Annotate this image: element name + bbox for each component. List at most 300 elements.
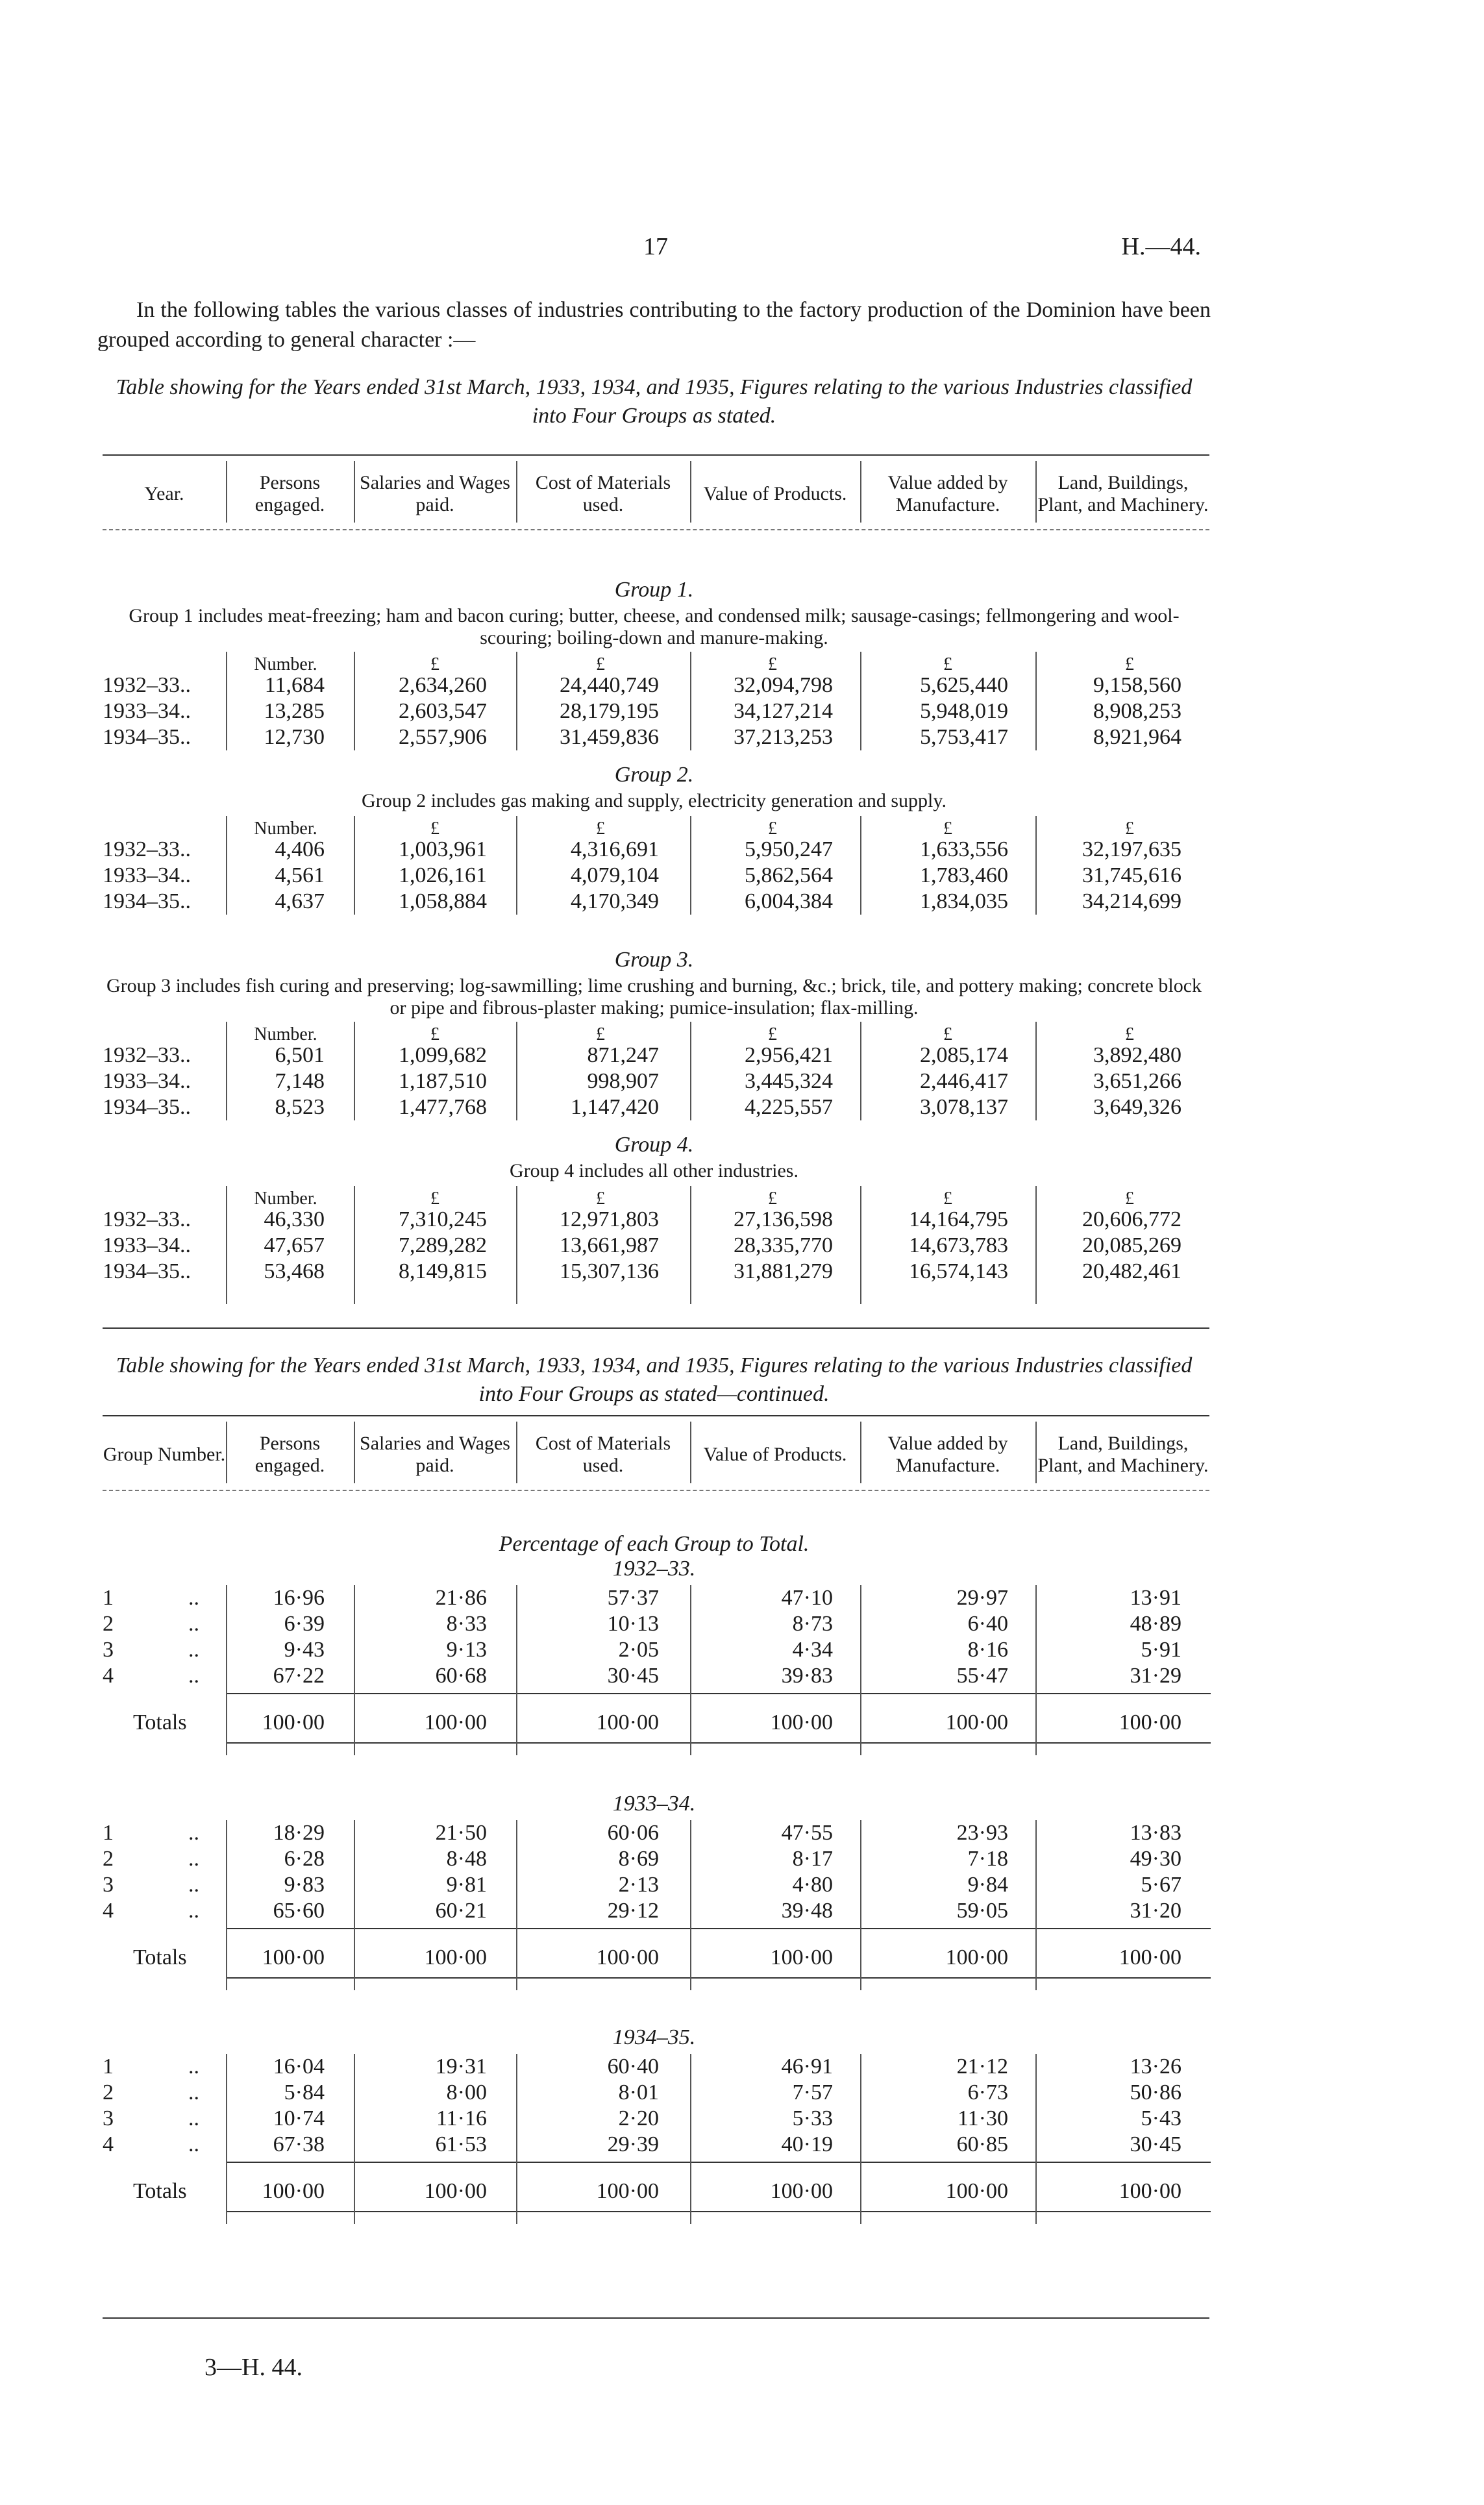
table-cell: 61·53 [435, 2132, 487, 2156]
table-cell: 49·30 [1130, 1847, 1181, 1871]
table-row [0, 1846, 1484, 1872]
table2-top-rule [103, 1415, 1209, 1416]
table-cell: 23·93 [956, 1821, 1008, 1845]
table-cell: 14,673,783 [909, 1233, 1008, 1257]
table-row [0, 1207, 1484, 1233]
group-title: Group 1. [614, 578, 694, 602]
leader-dots: .. [188, 1664, 199, 1688]
table-cell: 20,606,772 [1082, 1207, 1181, 1231]
table-cell: 16·96 [273, 1586, 325, 1610]
table-cell: 30·45 [1130, 2132, 1181, 2156]
table-cell: 8,921,964 [1093, 725, 1181, 749]
unit-label: £ [1125, 654, 1134, 674]
column-divider [1035, 1022, 1037, 1120]
group-number: 2 [103, 1612, 114, 1636]
table-cell: 4,561 [275, 863, 325, 887]
table-cell: 2·20 [618, 2106, 659, 2130]
table-cell: 5·43 [1141, 2106, 1181, 2130]
totals-row [0, 2178, 1484, 2204]
column-divider [354, 2054, 355, 2224]
table-cell: 57·37 [607, 1586, 659, 1610]
table-cell: 67·22 [273, 1664, 325, 1688]
table-cell: 11·16 [436, 2106, 487, 2130]
column-divider [860, 1585, 861, 1755]
table-cell: 10·74 [273, 2106, 325, 2130]
totals-rule [226, 1928, 1211, 1929]
column-divider [516, 652, 517, 750]
page-number: 17 [643, 233, 668, 260]
totals-cell: 100·00 [596, 2179, 659, 2203]
table-cell: 871,247 [587, 1043, 659, 1067]
year-label: 1933–34.. [103, 1233, 191, 1257]
group-description: Group 3 includes fish curing and preserving; log-sawmilling; lime crushing and burning, &c.; brick, tile, and pottery making; concrete block or pipe and fibrous-plaster making; pumice-insulation; flax-milling. [106, 975, 1202, 1018]
leader-dots: .. [188, 2106, 199, 2130]
table-cell: 29·39 [607, 2132, 659, 2156]
table1-header-divider [354, 461, 355, 523]
year-label: 1934–35.. [103, 889, 191, 913]
table-cell: 5,753,417 [920, 725, 1008, 749]
table-cell: 34,127,214 [734, 699, 833, 723]
table-cell: 8,908,253 [1093, 699, 1181, 723]
column-divider [860, 1186, 861, 1304]
totals-cell: 100·00 [596, 1710, 659, 1734]
table2-header-rule [103, 1490, 1209, 1491]
table-cell: 60·06 [607, 1821, 659, 1845]
table-cell: 24,440,749 [560, 673, 659, 697]
table-cell: 8·00 [446, 2080, 487, 2104]
table2-header-1: Persons engaged. [254, 1432, 325, 1476]
table-cell: 4,225,557 [745, 1095, 833, 1119]
unit-label: £ [768, 1189, 777, 1209]
totals-bottom-rule [226, 1977, 1211, 1979]
table-row [0, 2054, 1484, 2080]
table-cell: 1,834,035 [920, 889, 1008, 913]
table-row [0, 1259, 1484, 1285]
totals-cell: 100·00 [945, 1945, 1008, 1969]
totals-cell: 100·00 [945, 2179, 1008, 2203]
table-cell: 13,285 [264, 699, 325, 723]
table-cell: 2,085,174 [920, 1043, 1008, 1067]
year-label: 1932–33.. [103, 1207, 191, 1231]
table2-header-divider [860, 1422, 861, 1483]
table-cell: 7·57 [792, 2080, 833, 2104]
table-cell: 15,307,136 [560, 1259, 659, 1283]
totals-cell: 100·00 [770, 1710, 833, 1734]
table-row [0, 889, 1484, 915]
table-row [0, 1043, 1484, 1068]
table2-header-2: Salaries and Wages paid. [360, 1432, 510, 1476]
table-row [0, 1898, 1484, 1924]
table-cell: 13,661,987 [560, 1233, 659, 1257]
table1-header-1: Persons engaged. [254, 471, 325, 515]
unit-label: £ [768, 654, 777, 674]
table1-top-rule [103, 454, 1209, 456]
column-divider [354, 1585, 355, 1755]
leader-dots: .. [188, 2055, 199, 2079]
table1-bottom-rule [103, 1327, 1209, 1329]
table-cell: 3,651,266 [1093, 1069, 1181, 1093]
table-cell: 60·68 [435, 1664, 487, 1688]
column-divider [1035, 816, 1037, 915]
table-cell: 12,730 [264, 725, 325, 749]
totals-cell: 100·00 [945, 1710, 1008, 1734]
table-cell: 39·83 [781, 1664, 833, 1688]
leader-dots: .. [188, 1847, 199, 1871]
table2-header-divider [690, 1422, 691, 1483]
totals-label: Totals [133, 1710, 187, 1734]
table-cell: 5,950,247 [745, 837, 833, 861]
column-divider [516, 2054, 517, 2224]
table-cell: 8·17 [792, 1847, 833, 1871]
table1-header-divider [226, 461, 227, 523]
table-cell: 5·84 [284, 2080, 325, 2104]
table-cell: 21·86 [435, 1586, 487, 1610]
table-cell: 9·81 [446, 1873, 487, 1897]
column-divider [226, 1186, 227, 1304]
unit-label: £ [430, 654, 439, 674]
table-cell: 6,501 [275, 1043, 325, 1067]
totals-bottom-rule [226, 2211, 1211, 2212]
table-row [0, 1637, 1484, 1663]
unit-label: £ [768, 819, 777, 839]
table-cell: 16,574,143 [909, 1259, 1008, 1283]
table2-header-0: Group Number. [103, 1443, 226, 1465]
table2-header-divider [354, 1422, 355, 1483]
table-cell: 1,633,556 [920, 837, 1008, 861]
table-cell: 4,406 [275, 837, 325, 861]
table-cell: 19·31 [435, 2055, 487, 2079]
unit-label: £ [596, 1024, 605, 1044]
table-cell: 21·50 [435, 1821, 487, 1845]
table-cell: 59·05 [956, 1899, 1008, 1923]
table1-header-divider [690, 461, 691, 523]
leader-dots: .. [188, 1586, 199, 1610]
group-title: Group 2. [614, 763, 694, 787]
table-cell: 12,971,803 [560, 1207, 659, 1231]
table-cell: 20,482,461 [1082, 1259, 1181, 1283]
table-row [0, 1611, 1484, 1637]
table-cell: 8·48 [446, 1847, 487, 1871]
totals-rule [226, 2162, 1211, 2163]
table-cell: 2,557,906 [399, 725, 487, 749]
column-divider [690, 1585, 691, 1755]
totals-label: Totals [133, 1945, 187, 1969]
year-label: 1932–33.. [103, 837, 191, 861]
table1-header-3: Cost of Materials used. [535, 471, 671, 515]
table-cell: 60·21 [435, 1899, 487, 1923]
table1-caption: Table showing for the Years ended 31st March, 1933, 1934, and 1935, Figures relating to the various Industries classified into Four Groups as stated. [116, 375, 1193, 428]
column-divider [860, 2054, 861, 2224]
table-cell: 1,147,420 [571, 1095, 659, 1119]
table-cell: 5,948,019 [920, 699, 1008, 723]
table-cell: 8,149,815 [399, 1259, 487, 1283]
unit-label: £ [430, 819, 439, 839]
column-divider [1035, 652, 1037, 750]
unit-label: £ [1125, 1189, 1134, 1209]
table-row [0, 1820, 1484, 1846]
table-row [0, 724, 1484, 750]
column-divider [1035, 1186, 1037, 1304]
intro-paragraph: In the following tables the various classes of industries contributing to the factory production of the Dominion have been grouped according to general character :— [97, 298, 1211, 352]
table2-header-divider [226, 1422, 227, 1483]
table-cell: 39·48 [781, 1899, 833, 1923]
table-cell: 67·38 [273, 2132, 325, 2156]
table2-header-divider [1035, 1422, 1037, 1483]
table-cell: 9·84 [967, 1873, 1008, 1897]
unit-label: Number. [254, 1189, 317, 1209]
table-cell: 5,862,564 [745, 863, 833, 887]
table-cell: 13·26 [1130, 2055, 1181, 2079]
table-row [0, 2106, 1484, 2132]
table-cell: 6,004,384 [745, 889, 833, 913]
table-cell: 65·60 [273, 1899, 325, 1923]
footer-reference: 3—H. 44. [204, 2354, 303, 2381]
section-title: Percentage of each Group to Total. [499, 1532, 810, 1556]
totals-cell: 100·00 [424, 2179, 487, 2203]
column-divider [226, 1820, 227, 1990]
table-cell: 47,657 [264, 1233, 325, 1257]
totals-cell: 100·00 [1119, 2179, 1181, 2203]
leader-dots: .. [188, 1638, 199, 1662]
unit-label: Number. [254, 1024, 317, 1044]
leader-dots: .. [188, 1899, 199, 1923]
unit-label: £ [596, 654, 605, 674]
table-cell: 6·40 [967, 1612, 1008, 1636]
table-cell: 31·20 [1130, 1899, 1181, 1923]
totals-cell: 100·00 [770, 2179, 833, 2203]
table-cell: 3,445,324 [745, 1069, 833, 1093]
totals-cell: 100·00 [262, 2179, 325, 2203]
table1-header-6: Land, Buildings, Plant, and Machinery. [1037, 471, 1209, 515]
column-divider [860, 1820, 861, 1990]
leader-dots: .. [188, 1612, 199, 1636]
year-label: 1934–35.. [103, 725, 191, 749]
table-cell: 7,148 [275, 1069, 325, 1093]
table-cell: 13·83 [1130, 1821, 1181, 1845]
table-cell: 7·18 [967, 1847, 1008, 1871]
unit-label: £ [943, 1024, 952, 1044]
column-divider [860, 816, 861, 915]
table-cell: 55·47 [956, 1664, 1008, 1688]
table-row [0, 1233, 1484, 1259]
year-label: 1932–33.. [103, 673, 191, 697]
table-cell: 9·43 [284, 1638, 325, 1662]
table-cell: 8·01 [618, 2080, 659, 2104]
table-row [0, 837, 1484, 863]
table-cell: 1,026,161 [399, 863, 487, 887]
table-row [0, 698, 1484, 724]
table-cell: 32,197,635 [1082, 837, 1181, 861]
unit-label: £ [430, 1024, 439, 1044]
table-cell: 27,136,598 [734, 1207, 833, 1231]
table-row [0, 2132, 1484, 2158]
table-cell: 8,523 [275, 1095, 325, 1119]
table2-header-5: Value added by Manufacture. [887, 1432, 1008, 1476]
column-divider [690, 1186, 691, 1304]
table-cell: 30·45 [607, 1664, 659, 1688]
table-cell: 60·85 [956, 2132, 1008, 2156]
leader-dots: .. [188, 1873, 199, 1897]
table-cell: 6·73 [967, 2080, 1008, 2104]
unit-label: £ [1125, 819, 1134, 839]
column-divider [860, 1022, 861, 1120]
column-divider [1035, 2054, 1037, 2224]
table2-header-6: Land, Buildings, Plant, and Machinery. [1037, 1432, 1209, 1476]
table-cell: 6·39 [284, 1612, 325, 1636]
group-title: Group 4. [614, 1133, 694, 1157]
year-title: 1934–35. [612, 2025, 696, 2049]
table-cell: 8·73 [792, 1612, 833, 1636]
year-label: 1933–34.. [103, 1069, 191, 1093]
group-number: 1 [103, 1821, 114, 1845]
table-cell: 31,745,616 [1082, 863, 1181, 887]
table-cell: 7,310,245 [399, 1207, 487, 1231]
group-number: 1 [103, 1586, 114, 1610]
column-divider [354, 1186, 355, 1304]
unit-label: Number. [254, 819, 317, 839]
table-row [0, 2080, 1484, 2106]
table-cell: 31,881,279 [734, 1259, 833, 1283]
group-number: 3 [103, 1873, 114, 1897]
leader-dots: .. [188, 1821, 199, 1845]
table2-header-4: Value of Products. [703, 1443, 847, 1465]
table-cell: 21·12 [956, 2055, 1008, 2079]
table-cell: 53,468 [264, 1259, 325, 1283]
unit-label: £ [596, 1189, 605, 1209]
table-cell: 4,316,691 [571, 837, 659, 861]
table-cell: 14,164,795 [909, 1207, 1008, 1231]
table-cell: 8·69 [618, 1847, 659, 1871]
table-row [0, 1872, 1484, 1898]
table-cell: 34,214,699 [1082, 889, 1181, 913]
table-cell: 2,446,417 [920, 1069, 1008, 1093]
unit-label: Number. [254, 654, 317, 674]
table-cell: 2,603,547 [399, 699, 487, 723]
group-number: 2 [103, 2080, 114, 2104]
year-label: 1934–35.. [103, 1095, 191, 1119]
table-cell: 2,956,421 [745, 1043, 833, 1067]
column-divider [516, 1585, 517, 1755]
table-cell: 3,649,326 [1093, 1095, 1181, 1119]
table-cell: 8·33 [446, 1612, 487, 1636]
totals-row [0, 1945, 1484, 1971]
table-cell: 29·97 [956, 1586, 1008, 1610]
totals-row [0, 1710, 1484, 1736]
table-cell: 9·83 [284, 1873, 325, 1897]
table-cell: 13·91 [1130, 1586, 1181, 1610]
table-cell: 1,187,510 [399, 1069, 487, 1093]
table-cell: 9,158,560 [1093, 673, 1181, 697]
table-cell: 4·34 [792, 1638, 833, 1662]
table-cell: 46,330 [264, 1207, 325, 1231]
year-label: 1933–34.. [103, 863, 191, 887]
table-cell: 7,289,282 [399, 1233, 487, 1257]
totals-cell: 100·00 [262, 1710, 325, 1734]
table-cell: 4,170,349 [571, 889, 659, 913]
table-cell: 11·30 [957, 2106, 1008, 2130]
column-divider [690, 1022, 691, 1120]
leader-dots: .. [188, 2132, 199, 2156]
table-row [0, 1068, 1484, 1094]
year-label: 1934–35.. [103, 1259, 191, 1283]
table2-caption: Table showing for the Years ended 31st March, 1933, 1934, and 1935, Figures relating to the various Industries classified into Four Groups as stated—continued. [116, 1353, 1193, 1406]
column-divider [354, 816, 355, 915]
table-cell: 48·89 [1130, 1612, 1181, 1636]
group-title: Group 3. [614, 948, 694, 972]
table1-header-rule [103, 529, 1209, 530]
table-cell: 11,684 [264, 673, 325, 697]
totals-cell: 100·00 [424, 1710, 487, 1734]
group-number: 4 [103, 1664, 114, 1688]
group-number: 3 [103, 1638, 114, 1662]
column-divider [1035, 1820, 1037, 1990]
table-cell: 10·13 [607, 1612, 659, 1636]
column-divider [516, 1022, 517, 1120]
group-description: Group 1 includes meat-freezing; ham and bacon curing; butter, cheese, and condensed milk; sausage-casings; fellmongering and wool-scouring; boiling-down and manure-making. [129, 605, 1180, 648]
column-divider [1035, 1585, 1037, 1755]
year-label: 1933–34.. [103, 699, 191, 723]
leader-dots: .. [188, 2080, 199, 2104]
table-cell: 46·91 [781, 2055, 833, 2079]
column-divider [354, 1022, 355, 1120]
year-title: 1933–34. [612, 1792, 696, 1816]
table1-header-0: Year. [144, 482, 184, 504]
group-number: 1 [103, 2055, 114, 2079]
table1-header-divider [516, 461, 517, 523]
table-cell: 5·67 [1141, 1873, 1181, 1897]
column-divider [860, 652, 861, 750]
column-divider [226, 1022, 227, 1120]
table-cell: 8·16 [967, 1638, 1008, 1662]
column-divider [226, 2054, 227, 2224]
table-row [0, 673, 1484, 698]
table-cell: 5·33 [792, 2106, 833, 2130]
column-divider [516, 1820, 517, 1990]
table-cell: 1,099,682 [399, 1043, 487, 1067]
table-cell: 47·10 [781, 1586, 833, 1610]
column-divider [516, 816, 517, 915]
table-cell: 4,079,104 [571, 863, 659, 887]
totals-cell: 100·00 [262, 1945, 325, 1969]
table-cell: 5,625,440 [920, 673, 1008, 697]
totals-cell: 100·00 [770, 1945, 833, 1969]
column-divider [690, 1820, 691, 1990]
year-title: 1932–33. [612, 1557, 696, 1581]
table-cell: 32,094,798 [734, 673, 833, 697]
totals-label: Totals [133, 2179, 187, 2203]
table-cell: 3,892,480 [1093, 1043, 1181, 1067]
table-row [0, 1585, 1484, 1611]
group-description: Group 2 includes gas making and supply, electricity generation and supply. [362, 790, 946, 811]
unit-label: £ [943, 1189, 952, 1209]
table-cell: 31·29 [1130, 1664, 1181, 1688]
table-cell: 9·13 [446, 1638, 487, 1662]
group-number: 4 [103, 2132, 114, 2156]
group-number: 2 [103, 1847, 114, 1871]
table-cell: 1,783,460 [920, 863, 1008, 887]
totals-rule [226, 1693, 1211, 1694]
table-cell: 37,213,253 [734, 725, 833, 749]
column-divider [690, 816, 691, 915]
table-cell: 29·12 [607, 1899, 659, 1923]
totals-cell: 100·00 [1119, 1710, 1181, 1734]
table-cell: 28,179,195 [560, 699, 659, 723]
table-cell: 40·19 [781, 2132, 833, 2156]
table-cell: 16·04 [273, 2055, 325, 2079]
group-number: 3 [103, 2106, 114, 2130]
table-cell: 60·40 [607, 2055, 659, 2079]
column-divider [226, 816, 227, 915]
